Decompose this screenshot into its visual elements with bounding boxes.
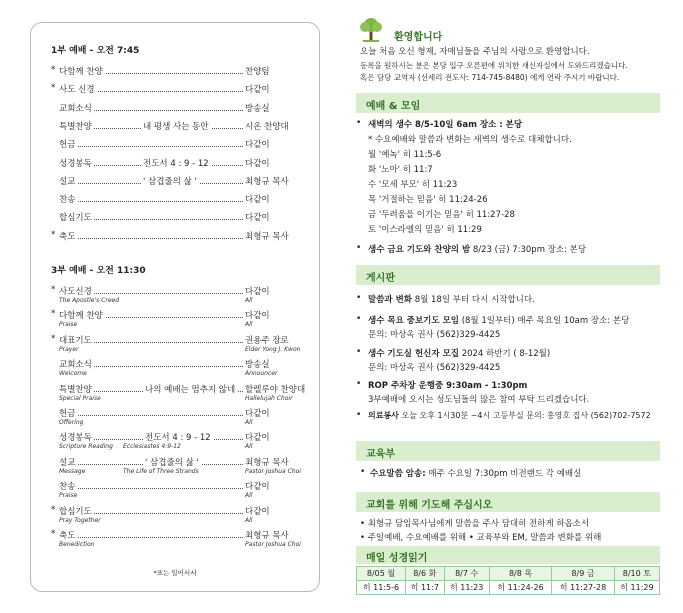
order-item-english-leader: All: [245, 419, 253, 426]
order-item-detail: 나의 예배는 멈추지 않네: [145, 384, 236, 395]
order-item-english: The Apostle's Creed: [59, 297, 120, 304]
order-item-name: 사도신경: [59, 287, 92, 297]
order-item-name: 성경봉독: [59, 158, 92, 169]
order-row: * 축도 최형규 목사: [51, 529, 289, 541]
order-row: * 다함께 찬양 다같이: [51, 309, 270, 322]
education-title: 교육부: [356, 441, 660, 461]
reading-day: 8/8 목: [489, 567, 551, 581]
education-item1: 수요말씀 암송: 매주 수요일 7:30pm 비전랜드 각 예배실: [370, 469, 582, 479]
order-row: [51, 120, 313, 133]
reading-ref: 히 11:29: [614, 581, 659, 595]
order-item-detail: ' 삼겹줄의 삶 ': [145, 457, 199, 468]
prayer-line1: • 최형규 담임목사님에게 말씀을 주사 담대히 전하게 하옵소서: [360, 519, 590, 529]
reading-day: 8/7 수: [444, 567, 489, 581]
order-item-english: Pray Together: [59, 516, 101, 524]
order-row: [51, 138, 313, 151]
dawn-day-item: 수 '모세 부모' 히 11:23: [368, 180, 458, 190]
order-item-english-leader: Announcer: [245, 370, 278, 378]
order-item-name: 합심기도: [59, 213, 92, 224]
dawn-day-item: 금 '두려움을 이기는 믿음' 히 11:27-28: [368, 210, 515, 220]
order-item-detail: 전도서 4 : 9 - 12: [143, 158, 209, 169]
order-item-english-leader: All: [245, 297, 253, 304]
order-row: [51, 480, 313, 493]
dawn-day-item: 목 '거절하는 믿음' 히 11:24-26: [368, 195, 488, 205]
order-item-name: 특별찬양: [59, 121, 92, 132]
board-title: 게시판: [356, 265, 660, 285]
order-item-leader: 권용주 장로: [245, 335, 289, 346]
order-row: * 다함께 찬양 찬양팀: [51, 65, 270, 77]
reading-day: 8/9 금: [552, 567, 614, 581]
board-item1: 말씀과 변화 8월 18일 부터 다시 시작합니다.: [368, 295, 535, 305]
board-item5: 의료봉사 오늘 오후 1시30분 ~4시 고등부실 문의: 홍영호 집사 (562)702-7572: [368, 411, 651, 420]
order-item-name: 사도 신경: [59, 85, 95, 96]
reading-ref: 히 11:23: [444, 581, 489, 595]
welcome-line2: 등록을 원하시는 분은 본당 입구 오른편에 위치한 새신자실에서 도와드리겠습니다.: [360, 61, 628, 70]
order-item-english: Benediction: [59, 541, 95, 548]
reading-ref: 히 11:24-26: [489, 581, 551, 595]
reading-day: 8/6 화: [406, 567, 445, 581]
order-item-english-leader: All: [245, 492, 253, 500]
order-item-leader: 방송실: [245, 103, 270, 114]
order-item-name: 헌금: [59, 409, 76, 419]
order-item-leader: 최형규 목사: [245, 231, 289, 242]
dawn-day-item: 토 '이스라엘의 믿음' 히 11:29: [368, 225, 482, 235]
order-item-name: 다함께 찬양: [59, 67, 103, 77]
order-row: [51, 175, 313, 188]
order-item-english-detail: Ecclesiastes 4:9-12: [123, 443, 181, 451]
order-item-name: 축도: [59, 531, 76, 541]
welcome-title: 환영합니다: [386, 24, 660, 44]
order-row: * 대표기도 권용주 장로: [51, 333, 289, 346]
order-item-name: 성경봉독: [59, 433, 92, 444]
order-item-leader: 다같이: [245, 213, 270, 224]
order-item-leader: 다같이: [245, 158, 270, 169]
footnote: *표는 일어서서: [153, 569, 197, 577]
board-item2: 생수 목요 중보기도 모임 (8월 1일부터) 매주 목요일 10am 장소: 본당: [368, 316, 630, 326]
welcome-line3: 혹은 담당 교역자 (선세리 전도사: 714-745-8480) 에게 연락 주시기 바랍니다.: [360, 73, 620, 82]
order-item-name: 교회소식: [59, 103, 92, 114]
order-row: [51, 211, 313, 224]
order-item-leader: 다같이: [245, 85, 270, 96]
order-item-english-leader: Elder Yong J. Kwon: [245, 345, 301, 353]
order-item-english-leader: Hallelujah Choir: [245, 394, 293, 402]
order-item-leader: 최형규 목사: [245, 457, 289, 468]
order-item-name: 대표기도: [59, 335, 92, 346]
board-item3-sub: 문의: 마상옥 권사 (562)329-4425: [368, 363, 501, 373]
reading-ref: 히 11:5-6: [357, 581, 406, 595]
reading-ref: 히 11:27-28: [552, 581, 614, 595]
order-item-leader: 다같이: [245, 506, 270, 517]
order-item-leader: 최형규 목사: [245, 176, 289, 187]
tree-icon: [359, 17, 383, 43]
order-row: * 사도 신경 다같이: [51, 83, 270, 96]
order-of-worship-panel: [30, 22, 320, 592]
meetings-note: * 수요예배와 말씀과 변화는 새벽의 생수로 대체합니다.: [368, 135, 572, 145]
board-item4-sub: 3부예배에 오시는 성도님들의 많은 참여 부탁 드리겠습니다.: [368, 395, 590, 405]
prayer-line2: • 주일예배, 수요예배를 위해 • 교육부와 EM, 말씀과 변화를 위해: [360, 533, 602, 543]
order-item-english: Special Praise: [59, 394, 101, 402]
order-item-name: 설교: [59, 457, 76, 468]
order-item-english-leader: Pastor Joshua Choi: [245, 467, 301, 475]
order-item-english-leader: All: [245, 443, 253, 451]
order-item-english: Praise: [59, 492, 78, 500]
order-item-name: 축도: [59, 231, 76, 242]
reading-day: 8/05 월: [357, 567, 406, 581]
order-item-english: Prayer: [59, 345, 79, 353]
prayer-title: 교회를 위해 기도해 주십시오: [356, 492, 660, 512]
reading-day: 8/10 토: [614, 567, 659, 581]
dawn-day-item: 화 '노아' 히 11:7: [368, 165, 433, 175]
meetings-title: 예배 & 모임: [356, 93, 660, 113]
order-item-english-detail: The Life of Three Strands: [123, 467, 199, 475]
order-item-english: Welcome: [59, 370, 87, 378]
order-item-leader: 찬양팀: [245, 67, 270, 77]
order-row: * 합심기도 다같이: [51, 504, 270, 517]
order-item-leader: 할렐루야 찬양대: [245, 384, 306, 395]
service1-title: 1부 예배 - 오전 7:45: [51, 46, 140, 56]
order-item-english: Scripture Reading: [59, 443, 113, 451]
order-item-leader: 다같이: [245, 433, 270, 444]
order-item-name: 찬송: [59, 482, 76, 493]
order-item-name: 찬송: [59, 195, 76, 206]
order-row: [51, 102, 313, 115]
order-item-name: 헌금: [59, 140, 76, 151]
order-item-leader: 다같이: [245, 311, 270, 322]
order-item-name: 다함께 찬양: [59, 311, 103, 322]
order-item-leader: 다같이: [245, 140, 270, 151]
order-item-english: Offering: [59, 419, 84, 426]
order-item-name: 교회소식: [59, 360, 92, 371]
board-item4: ROP 주차장 운행중 9:30am - 1:30pm: [368, 381, 528, 391]
order-item-detail: 전도서 4 : 9 - 12: [145, 433, 211, 444]
reading-table: [356, 566, 660, 595]
order-item-english-leader: Pastor Joshua Choi: [245, 541, 301, 548]
order-item-leader: 다같이: [245, 482, 270, 493]
order-item-leader: 시온 찬양대: [245, 121, 289, 132]
service3-title: 3부 예배 - 오전 11:30: [51, 266, 146, 276]
order-item-leader: 최형규 목사: [245, 531, 289, 541]
order-item-leader: 다같이: [245, 195, 270, 206]
order-item-english-leader: All: [245, 321, 253, 329]
order-item-detail: ' 삼겹줄의 삶 ': [143, 176, 197, 187]
order-item-english: Praise: [59, 321, 78, 329]
order-item-leader: 방송실: [245, 360, 270, 371]
reading-ref: 히 11:7: [406, 581, 445, 595]
order-item-english-leader: All: [245, 516, 253, 524]
order-item-leader: 다같이: [245, 409, 270, 419]
dawn-day-item: 월 '예녹' 히 11:5-6: [368, 150, 442, 160]
board-item2-sub: 문의: 마상옥 권사 (562)329-4425: [368, 330, 501, 340]
order-item-name: 합심기도: [59, 506, 92, 517]
order-item-name: 특별찬양: [59, 384, 92, 395]
order-row: [51, 157, 313, 170]
order-item-detail: 내 평생 사는 동안: [143, 121, 209, 132]
order-item-name: 설교: [59, 176, 76, 187]
order-row: * 축도 최형규 목사: [51, 229, 289, 242]
welcome-line1: 오늘 처음 오신 형제, 자매님들을 주님의 사랑으로 환영합니다.: [360, 47, 590, 57]
order-row: [51, 193, 313, 206]
reading-title: 매일 성경읽기: [356, 546, 660, 564]
board-item3: 생수 기도실 헌신자 모집 2024 하반기 ( 8-12월): [368, 349, 551, 359]
order-row: [51, 407, 313, 420]
meetings-item2: 생수 금요 기도와 찬양의 밤 8/23 (금) 7:30pm 장소: 본당: [368, 245, 587, 255]
order-row: * 사도신경 다같이: [51, 285, 270, 297]
order-item-leader: 다같이: [245, 287, 270, 297]
meetings-item1: 새벽의 생수 8/5-10일 6am 장소 : 본당: [368, 120, 523, 130]
order-item-english: Message: [59, 467, 86, 475]
